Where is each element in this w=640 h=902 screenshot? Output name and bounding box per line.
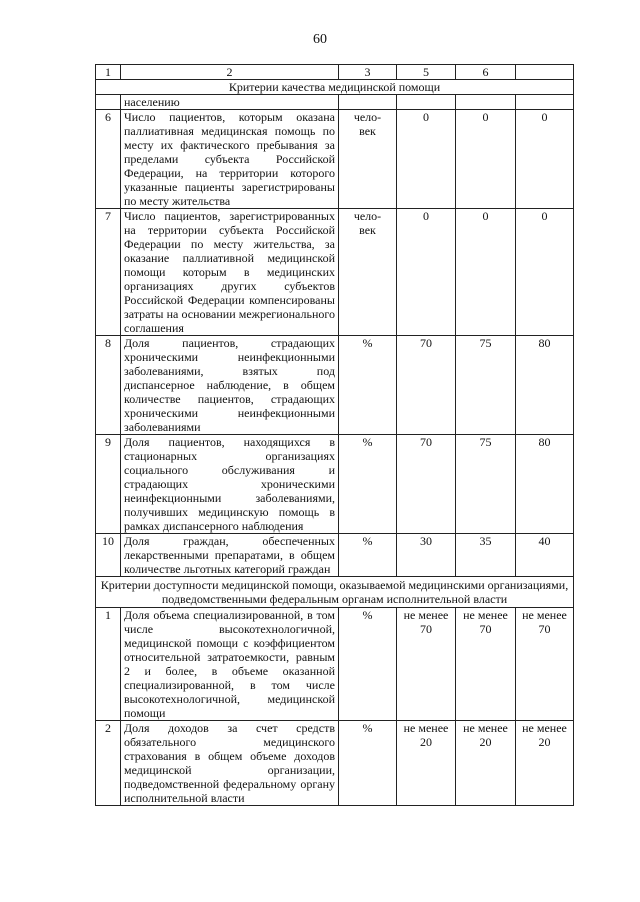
value-year-1: 0 xyxy=(397,209,456,336)
unit-of-measure: % xyxy=(339,608,397,721)
row-number: 8 xyxy=(96,336,121,435)
continuation-row xyxy=(96,95,574,110)
unit-of-measure: чело- век xyxy=(339,110,397,209)
value-year-3: не менее 20 xyxy=(516,721,574,806)
value-cell xyxy=(516,95,574,110)
unit-of-measure: % xyxy=(339,721,397,806)
value-year-1: не менее 70 xyxy=(397,608,456,721)
unit-of-measure: чело- век xyxy=(339,209,397,336)
value-year-1: не менее 20 xyxy=(397,721,456,806)
row-number-cell xyxy=(96,95,121,110)
value-year-2: не менее 20 xyxy=(456,721,516,806)
column-number: 3 xyxy=(339,65,397,80)
column-number: 5 xyxy=(397,65,456,80)
row-number: 10 xyxy=(96,534,121,577)
value-year-2: не менее 70 xyxy=(456,608,516,721)
value-year-2: 35 xyxy=(456,534,516,577)
indicator-text: Число пациентов, которым оказана паллиативная медицинская помощь по месту их фактического пребывания за пределами субъекта Российской Федерации, на территории которого указанные пациенты зарегистрированы по месту жительства xyxy=(121,110,339,209)
indicator-text: Число пациентов, зарегистрированных на территории субъекта Российской Федерации по месту жительства, за оказание паллиативной медицинской помощи которым в медицинских организациях других субъектов Российской Федерации компенсированы затраты на основании межрегионального соглашения xyxy=(121,209,339,336)
criteria-table xyxy=(95,64,574,806)
indicator-text: Доля пациентов, страдающих хроническими неинфекционными заболеваниями, взятых под диспансерное наблюдение, в общем количестве пациентов, страдающих хроническими неинфекционными заболеваниями xyxy=(121,336,339,435)
row-number: 2 xyxy=(96,721,121,806)
indicator-text: Доля пациентов, находящихся в стационарных организациях социального обслуживания и страдающих хроническими неинфекционными заболеваниями, получивших медицинскую помощь в рамках диспансерного наблюдения xyxy=(121,435,339,534)
indicator-text: Доля объема специализированной, в том числе высокотехнологичной, медицинской помощи с коэффициентом относительной затратоемкости, равным 2 и более, в объеме оказанной специализированной, в том числе высокотехнологичной, медицинской помощи xyxy=(121,608,339,721)
table-row xyxy=(96,336,574,435)
unit-of-measure: % xyxy=(339,336,397,435)
indicator-text: Доля доходов за счет средств обязательного медицинского страхования в общем объеме доходов медицинской организации, подведомственной федеральному органу исполнительной власти xyxy=(121,721,339,806)
unit-cell xyxy=(339,95,397,110)
value-year-3: 80 xyxy=(516,435,574,534)
section-title-quality: Критерии качества медицинской помощи xyxy=(96,80,574,95)
column-number: 1 xyxy=(96,65,121,80)
table-row xyxy=(96,721,574,806)
table-row xyxy=(96,608,574,721)
value-year-1: 30 xyxy=(397,534,456,577)
value-year-2: 0 xyxy=(456,209,516,336)
value-year-2: 0 xyxy=(456,110,516,209)
column-number xyxy=(516,65,574,80)
anchor-access xyxy=(96,577,574,608)
row-number: 9 xyxy=(96,435,121,534)
value-year-3: 0 xyxy=(516,209,574,336)
value-year-3: не менее 70 xyxy=(516,608,574,721)
section-quality-row xyxy=(96,80,574,95)
row-number: 6 xyxy=(96,110,121,209)
column-number-row xyxy=(96,65,574,80)
unit-of-measure: % xyxy=(339,534,397,577)
column-number: 2 xyxy=(121,65,339,80)
row-number: 7 xyxy=(96,209,121,336)
value-year-3: 40 xyxy=(516,534,574,577)
value-year-1: 0 xyxy=(397,110,456,209)
value-cell xyxy=(456,95,516,110)
unit-of-measure: % xyxy=(339,435,397,534)
column-number: 6 xyxy=(456,65,516,80)
table-row xyxy=(96,209,574,336)
value-year-1: 70 xyxy=(397,435,456,534)
value-year-2: 75 xyxy=(456,336,516,435)
indicator-text: Доля граждан, обеспеченных лекарственными препаратами, в общем количестве льготных категорий граждан xyxy=(121,534,339,577)
section-title-access: Критерии доступности медицинской помощи, оказываемой медицинскими организациями, подведомственными федеральным органам исполнительной власти xyxy=(96,577,574,608)
page-number: 60 xyxy=(313,32,327,47)
table-row xyxy=(96,110,574,209)
value-year-2: 75 xyxy=(456,435,516,534)
row-number: 1 xyxy=(96,608,121,721)
continuation-text: населению xyxy=(121,95,339,110)
value-year-3: 80 xyxy=(516,336,574,435)
value-cell xyxy=(397,95,456,110)
table-row xyxy=(96,534,574,577)
value-year-3: 0 xyxy=(516,110,574,209)
table-row xyxy=(96,435,574,534)
value-year-1: 70 xyxy=(397,336,456,435)
